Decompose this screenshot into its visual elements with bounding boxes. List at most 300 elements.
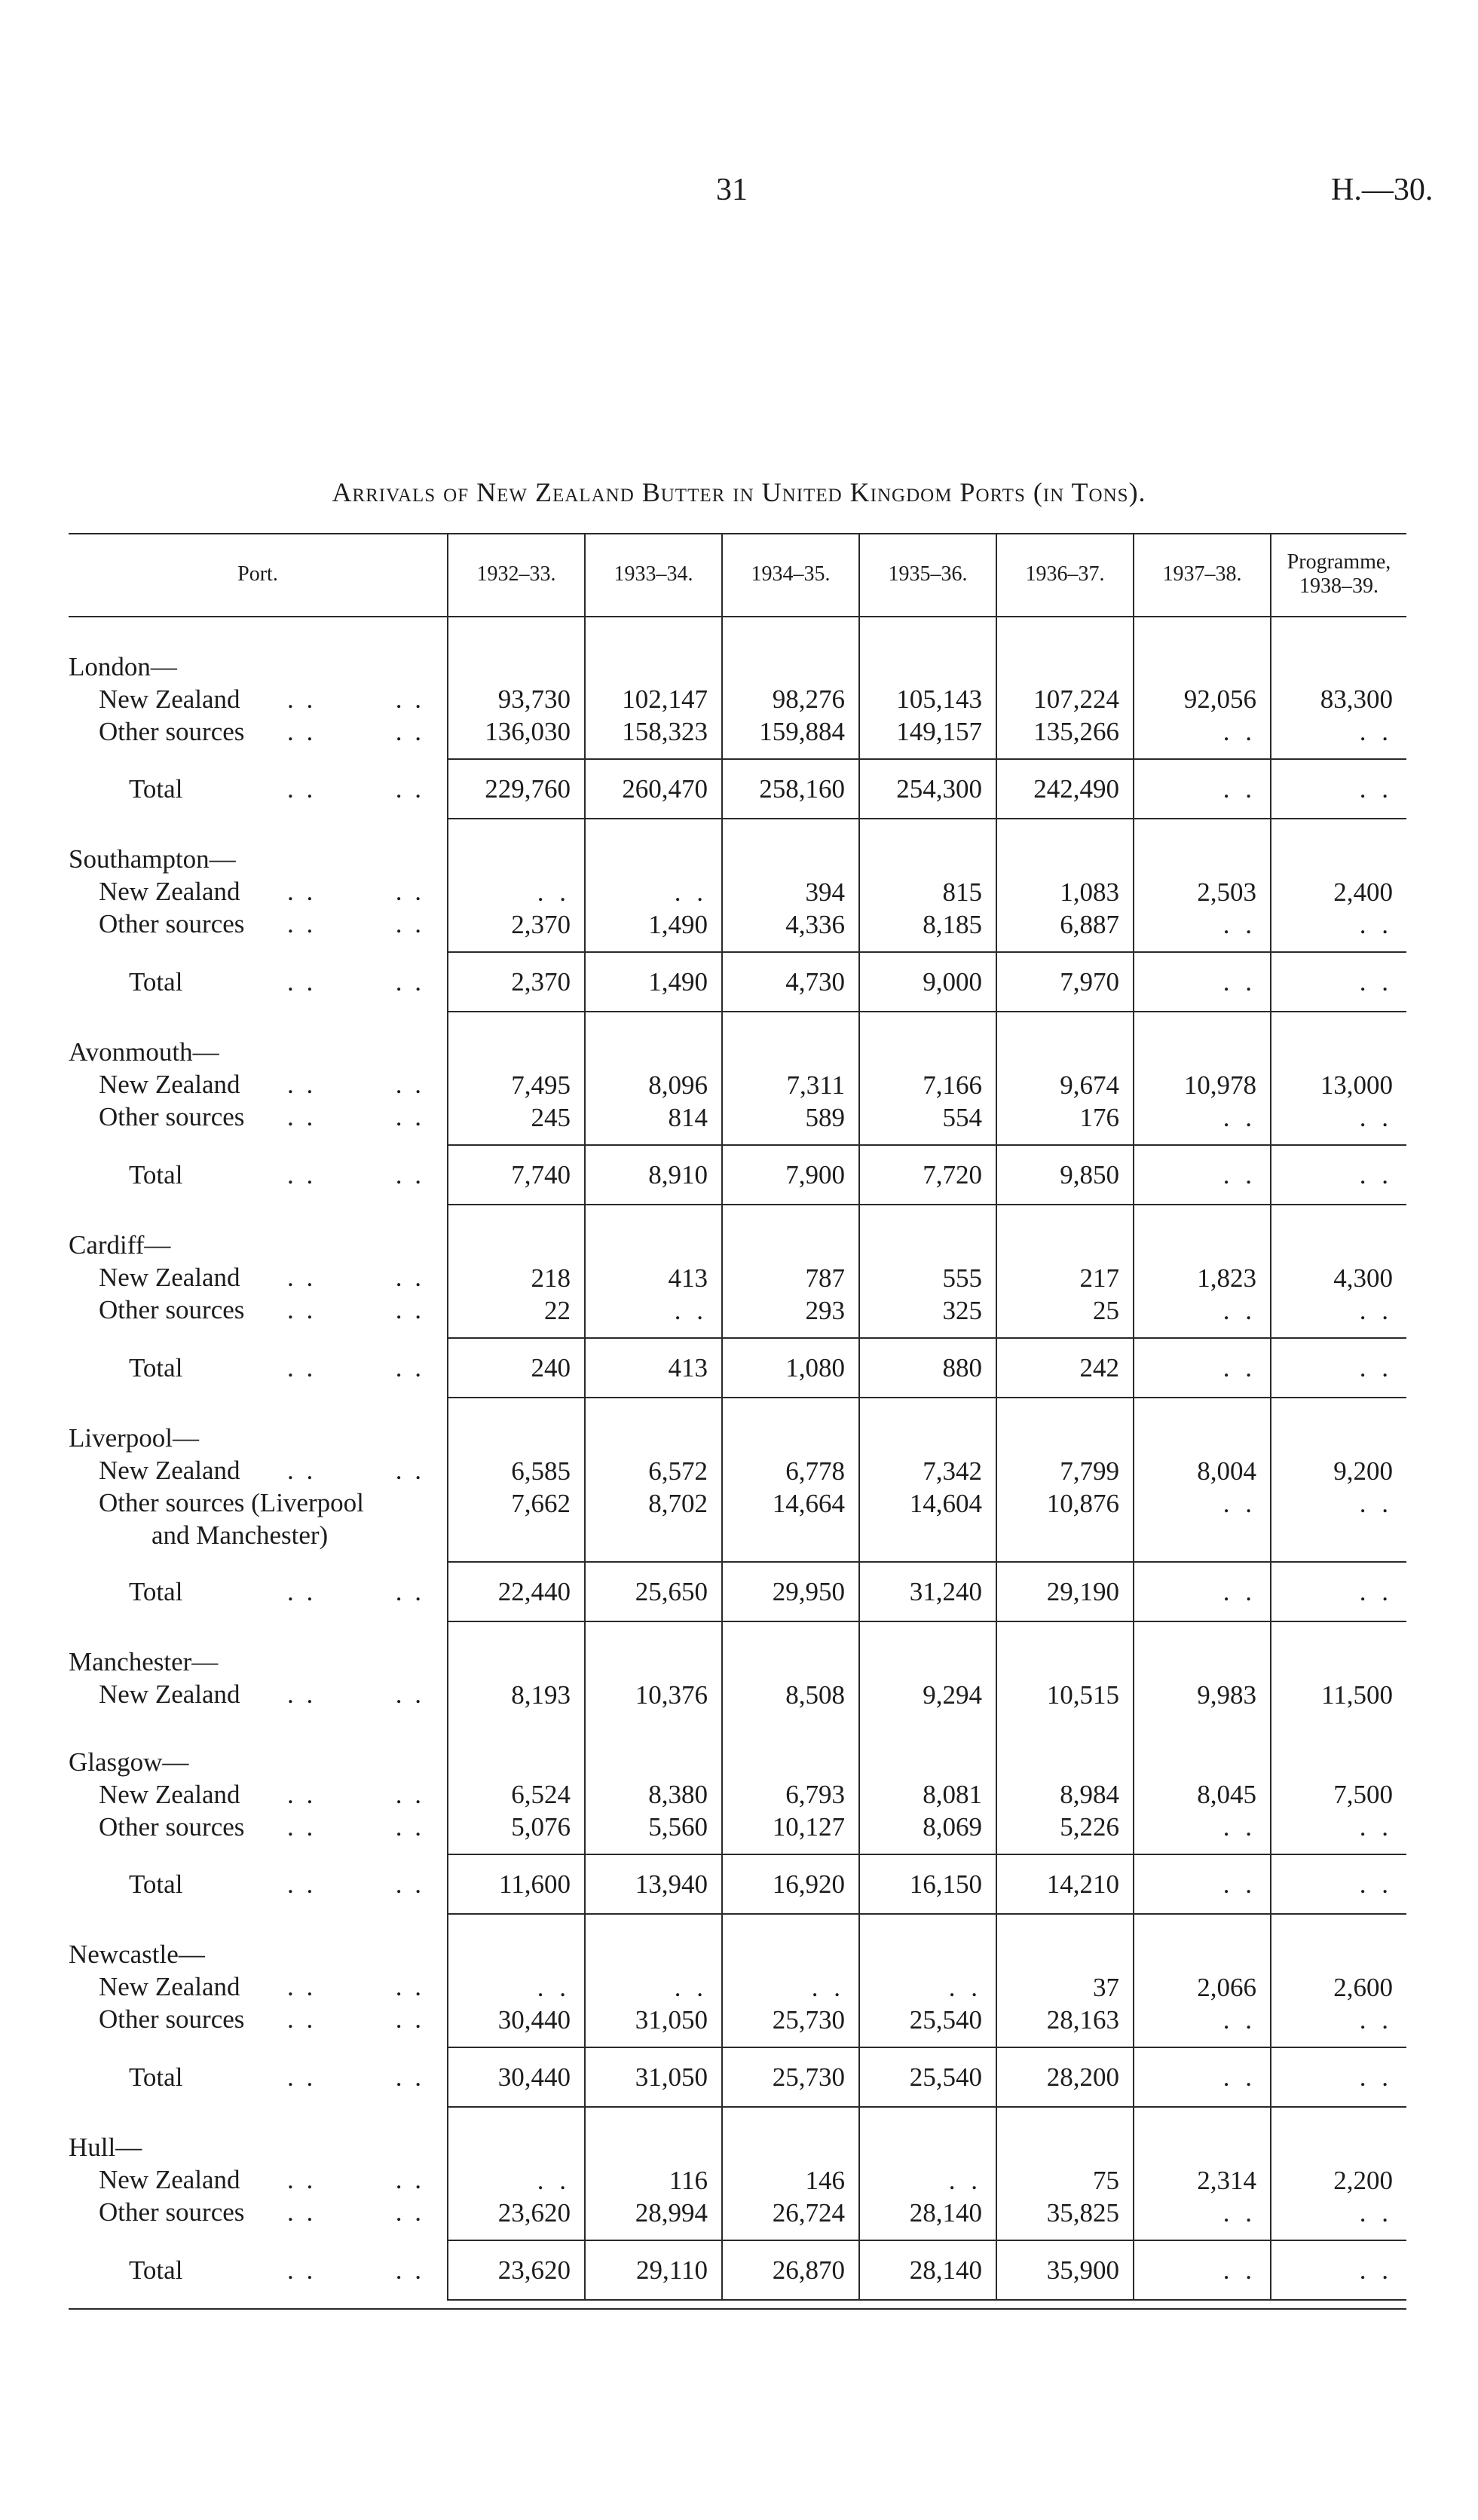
value-cell — [859, 616, 996, 759]
value: 2,400 — [1333, 877, 1393, 907]
leader-dots: . . — [287, 1070, 317, 1099]
value: 4,300 — [1333, 1263, 1393, 1293]
total-value: . . — [1359, 1577, 1393, 1606]
value: . . — [1222, 1812, 1256, 1842]
port-block-row — [69, 616, 1406, 759]
row-label-text: New Zealand — [99, 1679, 240, 1709]
value: 218 — [531, 1263, 571, 1293]
total-row — [69, 1562, 1406, 1621]
total-value-cell — [448, 1562, 585, 1621]
total-label — [69, 1868, 447, 1900]
total-value: 7,900 — [785, 1160, 845, 1190]
header-row — [69, 533, 1406, 616]
total-value: 9,000 — [923, 967, 982, 997]
leader-dots: . . — [395, 1972, 424, 2001]
total-value-cell — [722, 952, 859, 1012]
value: . . — [1359, 1489, 1393, 1518]
row-label — [69, 1101, 447, 1133]
value: 5,560 — [648, 1812, 708, 1842]
row-label-text: Other sources — [99, 1295, 245, 1324]
total-label-cell — [69, 952, 448, 1012]
leader-dots: . . — [395, 2004, 424, 2034]
value: . . — [1359, 2198, 1393, 2228]
total-value-cell — [859, 1145, 996, 1205]
value-cell — [1271, 1621, 1406, 1722]
total-value: 242,490 — [1033, 774, 1119, 804]
value: 28,994 — [635, 2198, 708, 2228]
total-value: 7,740 — [511, 1160, 571, 1190]
value: 10,876 — [1046, 1489, 1119, 1518]
total-label-cell — [69, 759, 448, 819]
value-cell — [722, 1621, 859, 1722]
value: 9,200 — [1333, 1456, 1393, 1486]
value: 1,490 — [648, 910, 708, 939]
value-cell — [859, 1398, 996, 1562]
value: 815 — [942, 877, 982, 907]
total-row — [69, 952, 1406, 1012]
total-value-cell — [1134, 1338, 1271, 1398]
value: 2,600 — [1333, 1973, 1393, 2002]
value-cell — [1134, 2107, 1271, 2240]
leader-dots: . . — [287, 1102, 317, 1131]
value-cell — [585, 1398, 722, 1562]
leader-dots: . . — [395, 684, 424, 714]
row-label — [69, 908, 447, 940]
total-value-cell — [859, 2047, 996, 2107]
value: 293 — [805, 1296, 845, 1325]
value-cell — [722, 2107, 859, 2240]
total-value-cell — [859, 2240, 996, 2300]
value: 2,370 — [511, 910, 571, 939]
value: . . — [948, 1973, 982, 2002]
column-header: 1933–34. — [585, 533, 722, 616]
port-cell — [69, 819, 448, 952]
value: 37 — [1093, 1973, 1119, 2002]
value: 159,884 — [759, 717, 845, 746]
total-label — [69, 2061, 447, 2093]
total-value: . . — [1359, 774, 1393, 804]
total-value-cell — [1134, 1854, 1271, 1914]
value: 6,793 — [785, 1780, 845, 1809]
value: 83,300 — [1320, 684, 1393, 714]
total-value: . . — [1359, 2062, 1393, 2092]
total-value: . . — [1222, 2062, 1256, 2092]
header-rule — [69, 616, 1406, 617]
total-value-cell — [996, 952, 1134, 1012]
leader-dots: . . — [287, 1780, 317, 1809]
value: 102,147 — [622, 684, 708, 714]
row-label — [69, 875, 447, 908]
value: 10,515 — [1046, 1680, 1119, 1710]
total-row — [69, 1338, 1406, 1398]
leader-dots: . . — [395, 1679, 424, 1709]
value: 2,066 — [1197, 1973, 1256, 2002]
total-value: . . — [1222, 1353, 1256, 1382]
row-label — [69, 1811, 447, 1843]
value-cell — [1134, 819, 1271, 952]
leader-dots: . . — [287, 684, 317, 714]
value: 5,226 — [1060, 1812, 1119, 1842]
port-name: Cardiff— — [69, 1230, 171, 1260]
leader-dots: . . — [287, 774, 317, 804]
total-value-cell — [1134, 952, 1271, 1012]
value-cell — [859, 1621, 996, 1722]
row-label — [69, 1678, 447, 1710]
total-label-cell — [69, 2047, 448, 2107]
value: . . — [1359, 717, 1393, 746]
value: 394 — [805, 877, 845, 907]
value: 8,508 — [785, 1680, 845, 1710]
total-label — [69, 966, 447, 998]
total-value-cell — [1271, 759, 1406, 819]
total-value-cell — [1134, 2240, 1271, 2300]
leader-dots: . . — [287, 877, 317, 906]
value: 7,662 — [511, 1489, 571, 1518]
value: 31,050 — [635, 2005, 708, 2035]
value: 107,224 — [1033, 684, 1119, 714]
total-label — [69, 1575, 447, 1608]
total-value: 29,950 — [772, 1577, 845, 1606]
value-cell — [722, 1722, 859, 1854]
value-cell — [996, 1722, 1134, 1854]
value: . . — [1222, 717, 1256, 746]
column-header: 1934–35. — [722, 533, 859, 616]
row-label-text: New Zealand — [99, 684, 240, 714]
total-row — [69, 1854, 1406, 1914]
total-value: . . — [1222, 1160, 1256, 1190]
column-header: 1936–37. — [996, 533, 1134, 616]
value-cell — [996, 616, 1134, 759]
port-block-row — [69, 1722, 1406, 1854]
value: 105,143 — [896, 684, 982, 714]
leader-dots: . . — [395, 1577, 424, 1606]
value: . . — [674, 1973, 708, 2002]
value: . . — [1222, 1489, 1256, 1518]
value: 30,440 — [497, 2005, 571, 2035]
total-value: . . — [1359, 1869, 1393, 1899]
value: . . — [537, 1973, 571, 2002]
port-cell — [69, 1012, 448, 1145]
total-value: . . — [1222, 774, 1256, 804]
total-value: 31,240 — [909, 1577, 982, 1606]
total-value: 23,620 — [497, 2255, 571, 2285]
value: 7,500 — [1333, 1780, 1393, 1809]
value-cell — [448, 1914, 585, 2047]
row-label — [69, 1970, 447, 2003]
row-label-text: New Zealand — [99, 1456, 240, 1485]
total-label-cell — [69, 1338, 448, 1398]
total-value: 7,970 — [1060, 967, 1119, 997]
value-cell — [448, 2107, 585, 2240]
total-value-cell — [996, 1338, 1134, 1398]
value: 22 — [544, 1296, 571, 1325]
total-value-cell — [859, 1338, 996, 1398]
value-cell — [1134, 616, 1271, 759]
total-value: 11,600 — [499, 1869, 571, 1899]
leader-dots: . . — [395, 1070, 424, 1099]
leader-dots: . . — [287, 1869, 317, 1899]
total-label-text: Total — [129, 1160, 183, 1190]
total-value-cell — [585, 1145, 722, 1205]
port-block-row — [69, 1398, 1406, 1562]
value-cell — [859, 1205, 996, 1338]
total-value: 30,440 — [497, 2062, 571, 2092]
value-cell — [448, 616, 585, 759]
value: 413 — [668, 1263, 708, 1293]
value-cell — [1271, 1914, 1406, 2047]
value: 7,495 — [511, 1070, 571, 1100]
total-row — [69, 2047, 1406, 2107]
value-cell — [1271, 1012, 1406, 1145]
row-label-text: Other sources — [99, 1812, 245, 1842]
total-value: 413 — [668, 1353, 708, 1382]
bottom-rule — [69, 2308, 1406, 2310]
total-value: . . — [1222, 967, 1256, 997]
leader-dots: . . — [395, 909, 424, 938]
port-block-row — [69, 1205, 1406, 1338]
value: 9,674 — [1060, 1070, 1119, 1100]
total-value-cell — [1134, 1145, 1271, 1205]
top-rule — [69, 533, 1406, 534]
row-label-text: New Zealand — [99, 877, 240, 906]
leader-dots: . . — [287, 2004, 317, 2034]
value-cell — [722, 819, 859, 952]
total-value-cell — [859, 1562, 996, 1621]
total-label-text: Total — [129, 1577, 183, 1606]
value: 5,076 — [511, 1812, 571, 1842]
value: 158,323 — [622, 717, 708, 746]
value: 25,540 — [909, 2005, 982, 2035]
total-value-cell — [448, 1338, 585, 1398]
value-cell — [996, 1398, 1134, 1562]
value: 8,069 — [923, 1812, 982, 1842]
value: 93,730 — [497, 684, 571, 714]
port-block-row — [69, 2107, 1406, 2240]
value-cell — [722, 1914, 859, 2047]
value-cell — [859, 1012, 996, 1145]
value-cell — [859, 1722, 996, 1854]
value: 25,730 — [772, 2005, 845, 2035]
value-cell — [448, 819, 585, 952]
value: 217 — [1079, 1263, 1119, 1293]
value: 1,823 — [1197, 1263, 1256, 1293]
leader-dots: . . — [395, 967, 424, 997]
total-value: 1,080 — [785, 1353, 845, 1382]
total-value: 242 — [1079, 1353, 1119, 1382]
port-cell — [69, 1398, 448, 1562]
value-cell — [448, 1398, 585, 1562]
value: 6,887 — [1060, 910, 1119, 939]
row-label-text: Other sources — [99, 717, 245, 746]
total-value-cell — [585, 1562, 722, 1621]
table-title: Arrivals of New Zealand Butter in United Kingdom Ports (in Tons). — [332, 477, 1146, 507]
value-cell — [996, 1621, 1134, 1722]
value-cell — [585, 616, 722, 759]
total-value-cell — [448, 2047, 585, 2107]
value-cell — [1271, 1722, 1406, 1854]
row-label-text: Other sources — [99, 2197, 245, 2227]
value: . . — [674, 877, 708, 907]
column-header: Programme, 1938–39. — [1271, 533, 1406, 616]
column-header: 1935–36. — [859, 533, 996, 616]
value: 116 — [669, 2166, 708, 2195]
total-value: 7,720 — [923, 1160, 982, 1190]
total-value: 29,190 — [1046, 1577, 1119, 1606]
value-cell — [585, 1621, 722, 1722]
leader-dots: . . — [287, 1679, 317, 1709]
total-value-cell — [1271, 1562, 1406, 1621]
value-cell — [585, 1914, 722, 2047]
port-cell — [69, 1914, 448, 2047]
total-value: 880 — [942, 1353, 982, 1382]
value: 26,724 — [772, 2198, 845, 2228]
value: 7,166 — [923, 1070, 982, 1100]
leader-dots: . . — [287, 2165, 317, 2194]
value-cell — [859, 2107, 996, 2240]
total-row — [69, 2240, 1406, 2300]
total-value-cell — [722, 759, 859, 819]
total-value-cell — [1134, 759, 1271, 819]
total-value: 4,730 — [785, 967, 845, 997]
row-label-text: New Zealand — [99, 1780, 240, 1809]
total-label-cell — [69, 1854, 448, 1914]
total-value-cell — [585, 952, 722, 1012]
leader-dots: . . — [287, 2062, 317, 2092]
value: 2,503 — [1197, 877, 1256, 907]
leader-dots: . . — [287, 1353, 317, 1382]
value: . . — [1222, 2005, 1256, 2035]
total-label-cell — [69, 2240, 448, 2300]
value: 23,620 — [497, 2198, 571, 2228]
value: 4,336 — [785, 910, 845, 939]
column-header: Port. — [237, 562, 278, 586]
value: 92,056 — [1183, 684, 1256, 714]
row-label — [69, 2003, 447, 2035]
value-cell — [1134, 1621, 1271, 1722]
value: 555 — [942, 1263, 982, 1293]
total-value-cell — [585, 2047, 722, 2107]
port-cell — [69, 1205, 448, 1338]
total-value-cell — [722, 2047, 859, 2107]
value: 9,983 — [1197, 1680, 1256, 1710]
leader-dots: . . — [287, 717, 317, 746]
value: 554 — [942, 1103, 982, 1132]
total-label-text: Total — [129, 1353, 183, 1382]
value: . . — [1222, 1296, 1256, 1325]
value-cell — [722, 1398, 859, 1562]
value-cell — [722, 1012, 859, 1145]
value: 98,276 — [772, 684, 845, 714]
total-value: . . — [1359, 1160, 1393, 1190]
value-cell — [585, 2107, 722, 2240]
row-label — [69, 1294, 447, 1326]
leader-dots: . . — [395, 717, 424, 746]
value: 8,081 — [923, 1780, 982, 1809]
total-value-cell — [1271, 952, 1406, 1012]
value-cell — [1271, 2107, 1406, 2240]
page-number: 31 — [716, 173, 748, 207]
leader-dots: . . — [395, 1812, 424, 1842]
total-label-text: Total — [129, 1869, 183, 1899]
row-label-continued: and Manchester) — [151, 1520, 329, 1550]
total-value-cell — [722, 1338, 859, 1398]
value-cell — [448, 1012, 585, 1145]
leader-dots: . . — [395, 1456, 424, 1485]
leader-dots: . . — [395, 1160, 424, 1190]
value: 325 — [942, 1296, 982, 1325]
total-label-cell — [69, 1562, 448, 1621]
port-cell — [69, 616, 448, 759]
leader-dots: . . — [287, 2255, 317, 2285]
port-name: Manchester— — [69, 1647, 219, 1676]
total-value: 35,900 — [1046, 2255, 1119, 2285]
leader-dots: . . — [395, 2062, 424, 2092]
document-reference: H.—30. — [1331, 173, 1434, 207]
leader-dots: . . — [287, 967, 317, 997]
value: 8,702 — [648, 1489, 708, 1518]
row-label — [69, 1068, 447, 1101]
leader-dots: . . — [395, 1263, 424, 1292]
port-block-row — [69, 1012, 1406, 1145]
value: 136,030 — [485, 717, 571, 746]
leader-dots: . . — [287, 909, 317, 938]
port-block-row — [69, 819, 1406, 952]
total-value: 25,730 — [772, 2062, 845, 2092]
leader-dots: . . — [395, 774, 424, 804]
row-label-text: New Zealand — [99, 1972, 240, 2001]
butter-arrivals-table — [69, 533, 1406, 2301]
total-label — [69, 773, 447, 805]
value: 2,200 — [1333, 2166, 1393, 2195]
value: 589 — [805, 1103, 845, 1132]
row-label — [69, 1778, 447, 1811]
value: . . — [1359, 2005, 1393, 2035]
value: 787 — [805, 1263, 845, 1293]
port-cell — [69, 2107, 448, 2240]
value-cell — [1271, 1205, 1406, 1338]
value: 25 — [1093, 1296, 1119, 1325]
value: . . — [1359, 1103, 1393, 1132]
total-value: . . — [1222, 1577, 1256, 1606]
total-value: 9,850 — [1060, 1160, 1119, 1190]
total-label — [69, 1159, 447, 1191]
total-value-cell — [585, 1854, 722, 1914]
value: . . — [1359, 1296, 1393, 1325]
value: 8,193 — [511, 1680, 571, 1710]
total-value-cell — [585, 759, 722, 819]
value: 814 — [668, 1103, 708, 1132]
total-label-text: Total — [129, 774, 183, 804]
total-value-cell — [1271, 2240, 1406, 2300]
total-value: . . — [1222, 1869, 1256, 1899]
row-label-text: New Zealand — [99, 1070, 240, 1099]
value: 6,778 — [785, 1456, 845, 1486]
value-cell — [1271, 616, 1406, 759]
total-label-text: Total — [129, 967, 183, 997]
value-cell — [1134, 1722, 1271, 1854]
value-cell — [1271, 1398, 1406, 1562]
total-value: . . — [1359, 967, 1393, 997]
leader-dots: . . — [287, 1456, 317, 1485]
total-value: 29,110 — [636, 2255, 708, 2285]
total-value-cell — [722, 1854, 859, 1914]
value-cell — [996, 1914, 1134, 2047]
port-name: Glasgow— — [69, 1747, 189, 1777]
row-label — [69, 2196, 447, 2228]
total-value: . . — [1359, 1353, 1393, 1382]
value: 6,585 — [511, 1456, 571, 1486]
total-value-cell — [996, 759, 1134, 819]
